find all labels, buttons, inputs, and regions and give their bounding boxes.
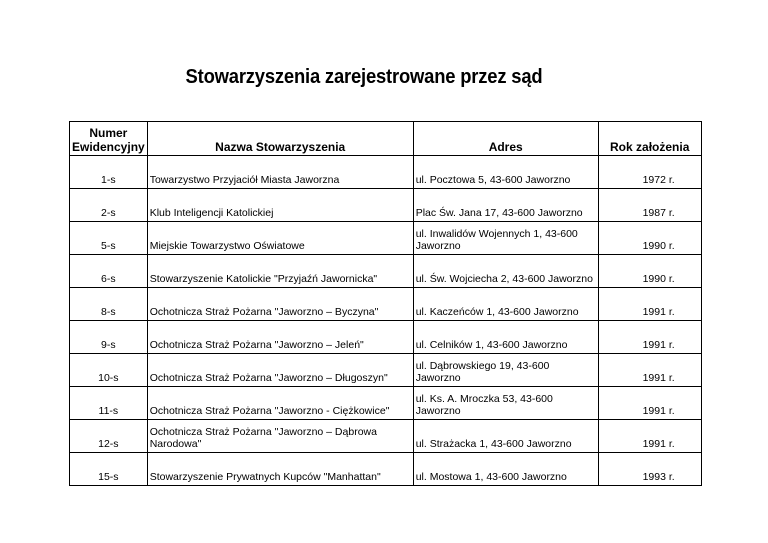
cell-address: ul. Dąbrowskiego 19, 43-600 Jaworzno	[413, 354, 598, 387]
cell-name: Ochotnicza Straż Pożarna "Jaworzno – Długoszyn"	[147, 354, 413, 387]
table-row	[70, 321, 702, 354]
cell-number: 9-s	[70, 321, 148, 354]
cell-name: Towarzystwo Przyjaciół Miasta Jaworzna	[147, 156, 413, 189]
table-row	[70, 222, 702, 255]
header-number-line2: Ewidencyjny	[72, 140, 145, 154]
cell-address: ul. Pocztowa 5, 43-600 Jaworzno	[413, 156, 598, 189]
cell-address: ul. Ks. A. Mroczka 53, 43-600 Jaworzno	[413, 387, 598, 420]
table-row	[70, 453, 702, 486]
cell-year: 1972 r.	[598, 156, 701, 189]
cell-address: ul. Inwalidów Wojennych 1, 43-600 Jaworzno	[413, 222, 598, 255]
table-row	[70, 354, 702, 387]
cell-address: ul. Kaczeńców 1, 43-600 Jaworzno	[413, 288, 598, 321]
cell-number: 8-s	[70, 288, 148, 321]
page-title: Stowarzyszenia zarejestrowane przez sąd	[185, 66, 543, 88]
cell-number: 5-s	[70, 222, 148, 255]
table-row	[70, 387, 702, 420]
cell-address: ul. Mostowa 1, 43-600 Jaworzno	[413, 453, 598, 486]
cell-year: 1991 r.	[598, 288, 701, 321]
cell-year: 1991 r.	[598, 387, 701, 420]
cell-address: ul. Celników 1, 43-600 Jaworzno	[413, 321, 598, 354]
cell-year: 1993 r.	[598, 453, 701, 486]
cell-name: Miejskie Towarzystwo Oświatowe	[147, 222, 413, 255]
cell-year: 1987 r.	[598, 189, 701, 222]
cell-year: 1990 r.	[598, 222, 701, 255]
cell-year: 1991 r.	[598, 321, 701, 354]
cell-number: 10-s	[70, 354, 148, 387]
cell-name: Ochotnicza Straż Pożarna "Jaworzno – Dąbrowa Narodowa"	[147, 420, 413, 453]
table-row	[70, 420, 702, 453]
header-year: Rok założenia	[598, 122, 701, 156]
cell-address: ul. Strażacka 1, 43-600 Jaworzno	[413, 420, 598, 453]
cell-number: 15-s	[70, 453, 148, 486]
cell-address: Plac Św. Jana 17, 43-600 Jaworzno	[413, 189, 598, 222]
cell-name: Stowarzyszenie Prywatnych Kupców "Manhattan"	[147, 453, 413, 486]
table-header-row	[70, 122, 702, 156]
cell-number: 11-s	[70, 387, 148, 420]
header-address: Adres	[413, 122, 598, 156]
cell-number: 12-s	[70, 420, 148, 453]
associations-table	[69, 121, 702, 486]
table-row	[70, 156, 702, 189]
cell-name: Stowarzyszenie Katolickie "Przyjaźń Jawornicka"	[147, 255, 413, 288]
table-row	[70, 255, 702, 288]
header-name: Nazwa Stowarzyszenia	[147, 122, 413, 156]
header-number	[70, 122, 148, 156]
cell-year: 1990 r.	[598, 255, 701, 288]
cell-name: Ochotnicza Straż Pożarna "Jaworzno - Ciężkowice"	[147, 387, 413, 420]
cell-year: 1991 r.	[598, 354, 701, 387]
header-number-line1: Numer	[89, 126, 128, 140]
cell-name: Klub Inteligencji Katolickiej	[147, 189, 413, 222]
cell-name: Ochotnicza Straż Pożarna "Jaworzno – Byczyna"	[147, 288, 413, 321]
table-row	[70, 288, 702, 321]
cell-number: 6-s	[70, 255, 148, 288]
cell-year: 1991 r.	[598, 420, 701, 453]
table-row	[70, 189, 702, 222]
cell-address: ul. Św. Wojciecha 2, 43-600 Jaworzno	[413, 255, 598, 288]
cell-number: 1-s	[70, 156, 148, 189]
cell-name: Ochotnicza Straż Pożarna "Jaworzno – Jeleń"	[147, 321, 413, 354]
cell-number: 2-s	[70, 189, 148, 222]
